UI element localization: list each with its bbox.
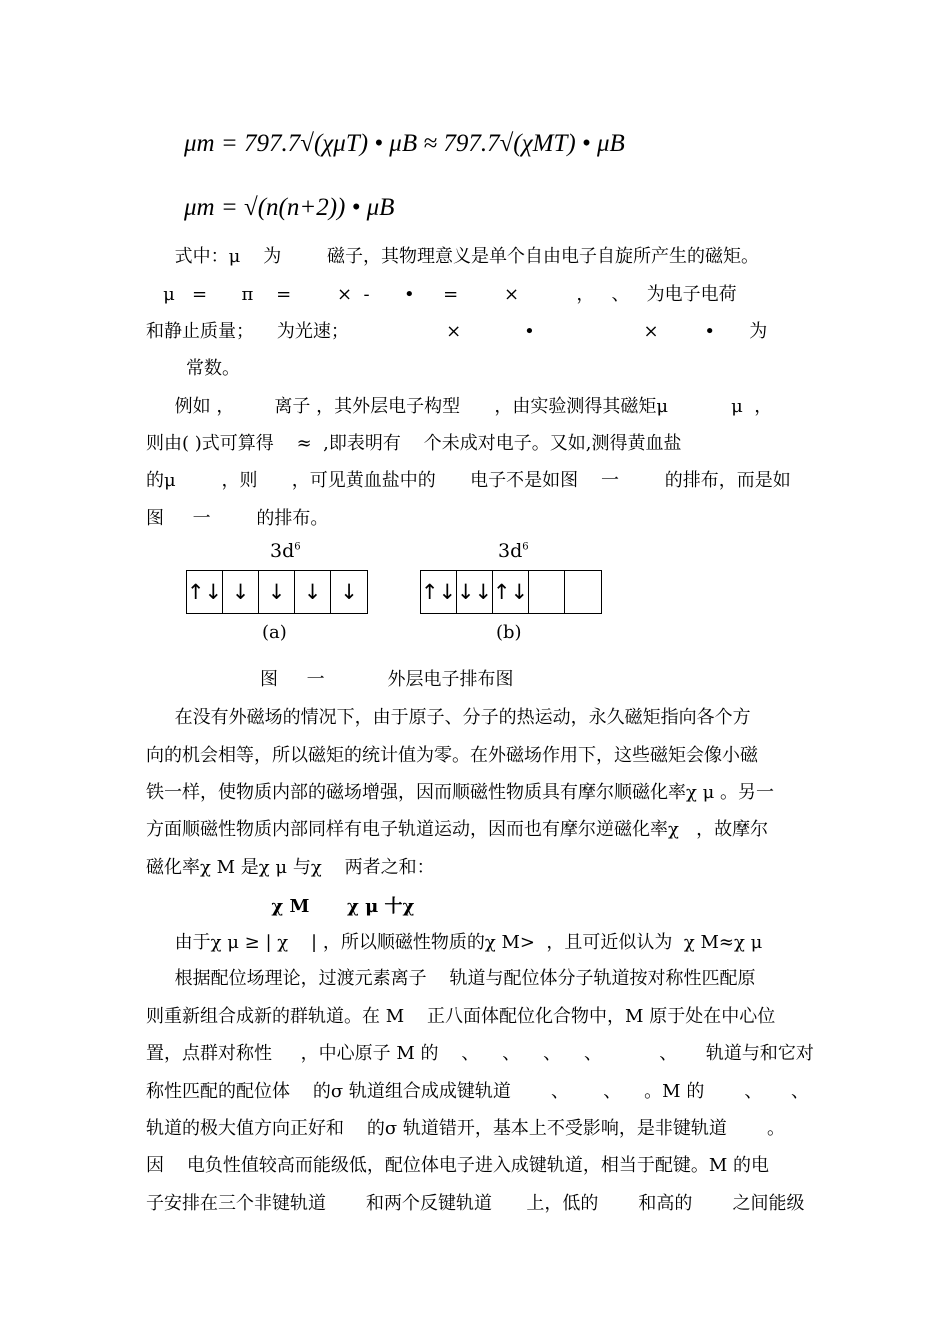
- orbital-boxes-a: [186, 570, 368, 614]
- paragraph-line: 的μ ，则 ，可见黄血盐中的 电子不是如图 一 的排布，而是如: [146, 470, 791, 491]
- orbital-box: ↑↓: [187, 571, 223, 613]
- paragraph-line: 置，点群对称性 ，中心原子 M 的 、 、 、 、 、 轨道与和它对: [146, 1043, 814, 1064]
- orbital-box: ↓: [259, 571, 295, 613]
- orbital-box: ↓: [223, 571, 259, 613]
- orbital-boxes-b: [420, 570, 602, 614]
- paragraph-line: 在没有外磁场的情况下，由于原子、分子的热运动，永久磁矩指向各个方: [146, 707, 751, 728]
- orbital-box: ↑↓: [493, 571, 529, 613]
- paragraph-line: 因 电负性值较高而能级低，配位体电子进入成键轨道，相当于配键。M 的电: [146, 1155, 770, 1176]
- equation-magnetic-moment-susceptibility: μm = 797.7√(χμT) • μB ≈ 797.7√(χMT) • μB: [184, 130, 625, 157]
- orbital-label-a: $3d^6$: [270, 540, 301, 562]
- equation-magnetic-moment-spin-only: μm = √(n(n+2)) • μB: [184, 194, 395, 221]
- paragraph-line: μ = π = × - • = × ， 、 为电子电荷: [146, 284, 737, 305]
- paragraph-line: 磁化率χ M 是χ μ 与χ 两者之和：: [146, 857, 435, 878]
- orbital-box: ↓: [295, 571, 331, 613]
- paragraph-line: 则重新组合成新的群轨道。在 M 正八面体配位化合物中，M 原于处在中心位: [146, 1006, 776, 1027]
- paragraph-line: 称性匹配的配位体 的σ 轨道组合成成键轨道 、 、 。M 的 、 、: [146, 1081, 809, 1102]
- orbital-box: ↓: [340, 580, 358, 604]
- paragraph-line: 由于χ μ ≥ | χ | ，所以顺磁性物质的χ M> ，且可近似认为 χ M≈χ μ: [146, 932, 763, 953]
- orbital-label-b: $3d^6$: [498, 540, 529, 562]
- paragraph-line: 子安排在三个非键轨道 和两个反键轨道 上，低的 和高的 之间能级: [146, 1193, 805, 1214]
- paragraph-line: 轨道的极大值方向正好和 的σ 轨道错开，基本上不受影响，是非键轨道 。: [146, 1118, 785, 1139]
- orbital-box: [529, 571, 565, 613]
- orbital-caption-b: (b): [496, 622, 522, 643]
- paragraph-line: 向的机会相等，所以磁矩的统计值为零。在外磁场作用下，这些磁矩会像小磁: [146, 745, 758, 766]
- equation-molar-susceptibility: χ M χ μ 十χ: [146, 896, 415, 917]
- paragraph-line: 图 一 的排布。: [146, 508, 329, 529]
- orbital-box: ↑↓: [421, 571, 457, 613]
- paragraph-line: 例如 ， 离子 ，其外层电子构型 ，由实验测得其磁矩μ μ ，: [146, 396, 773, 417]
- orbital-box: ↓↓: [457, 571, 493, 613]
- paragraph-line: 方面顺磁性物质内部同样有电子轨道运动，因而也有摩尔逆磁化率χ ，故摩尔: [146, 819, 769, 840]
- paragraph-line: 常数。: [146, 358, 241, 379]
- orbital-caption-a: (a): [262, 622, 287, 643]
- paragraph-line: 根据配位场理论，过渡元素离子 轨道与配位体分子轨道按对称性匹配原: [146, 968, 756, 989]
- paragraph-line: 则由( )式可算得 ≈ ,即表明有 个未成对电子。又如,测得黄血盐: [146, 433, 682, 454]
- paragraph-line: 式中：μ 为 磁子，其物理意义是单个自由电子自旋所产生的磁矩。: [146, 246, 759, 267]
- figure-caption: 图 一 外层电子排布图: [260, 669, 514, 690]
- orbital-box: [565, 571, 601, 613]
- paragraph-line: 铁一样，使物质内部的磁场增强，因而顺磁性物质具有摩尔顺磁化率χ μ 。另一: [146, 782, 775, 803]
- paragraph-line: 和静止质量； 为光速； × • × • 为: [146, 321, 768, 342]
